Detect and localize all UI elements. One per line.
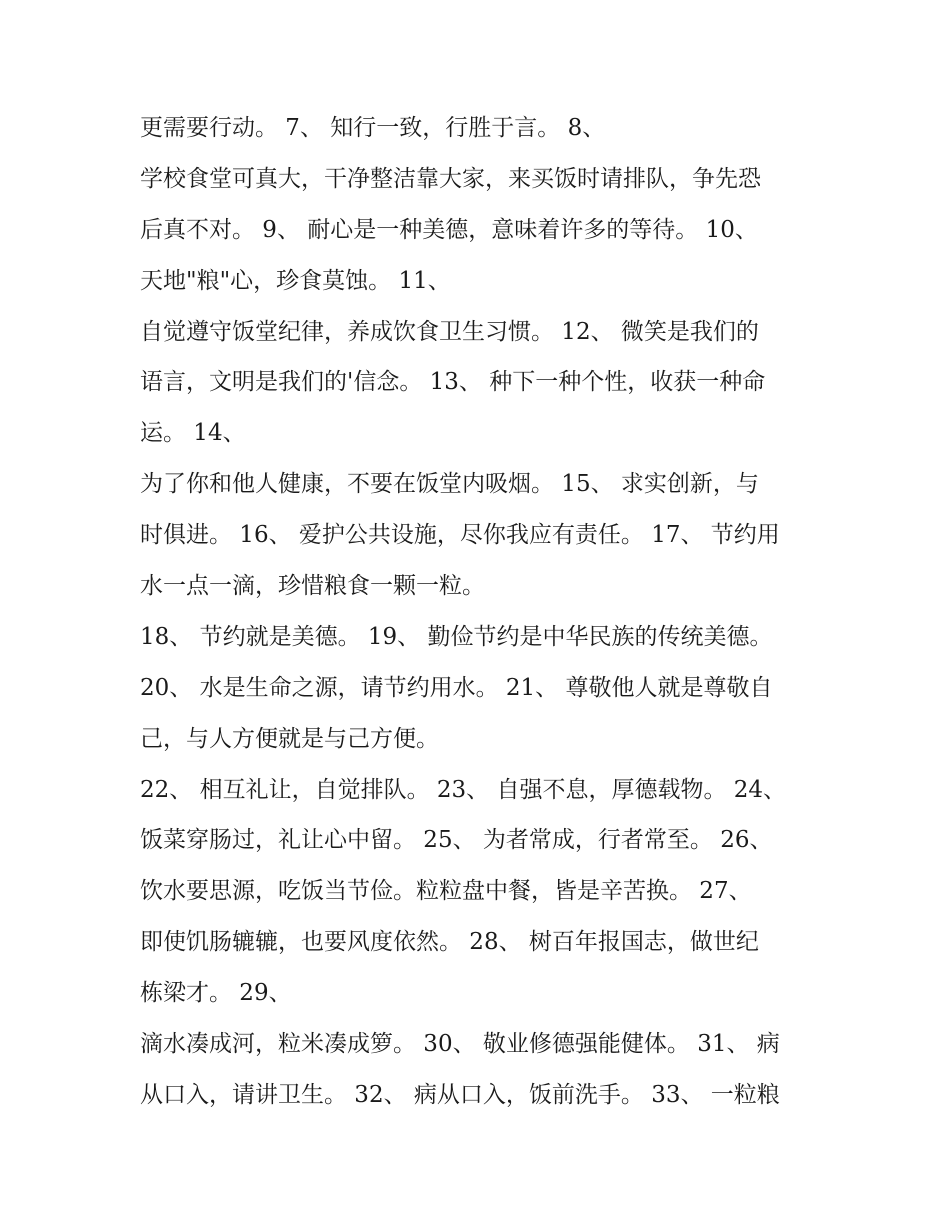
text-line: 后真不对。 9、 耐心是一种美德，意味着许多的等待。 10、 bbox=[140, 216, 758, 243]
text-line: 更需要行动。 7、 知行一致，行胜于言。 8、 bbox=[140, 115, 606, 141]
text-line: 为了你和他人健康，不要在饭堂内吸烟。 15、 求实创新，与 bbox=[140, 471, 759, 498]
text-line: 时俱进。 16、 爱护公共设施，尽你我应有责任。 17、 节约用 bbox=[140, 522, 780, 549]
text-line: 天地"粮"心，珍食莫蚀。 11、 bbox=[140, 267, 451, 294]
text-line: 18、 节约就是美德。 19、 勤俭节约是中华民族的传统美德。 bbox=[140, 623, 773, 650]
text-line: 语言，文明是我们的'信念。 13、 种下一种个性，收获一种命 bbox=[140, 369, 766, 396]
text-line: 自觉遵守饭堂纪律，养成饮食卫生习惯。 12、 微笑是我们的 bbox=[140, 318, 759, 345]
text-line: 滴水凑成河，粒米凑成箩。 30、 敬业修德强能健体。 31、 病 bbox=[140, 1031, 780, 1058]
text-line: 从口入，请讲卫生。 32、 病从口入，饭前洗手。 33、 一粒粮 bbox=[140, 1081, 780, 1108]
text-line: 即使饥肠辘辘，也要风度依然。 28、 树百年报国志，做世纪 bbox=[140, 929, 759, 956]
text-line: 己，与人方便就是与己方便。 bbox=[140, 725, 439, 752]
text-line: 栋梁才。 29、 bbox=[140, 980, 292, 1007]
text-line: 饮水要思源，吃饭当节俭。粒粒盘中餐，皆是辛苦换。 27、 bbox=[140, 878, 752, 905]
text-line: 运。 14、 bbox=[140, 420, 246, 447]
text-line: 饭菜穿肠过，礼让心中留。 25、 为者常成，行者常至。 26、 bbox=[140, 827, 773, 854]
slogan-text-body bbox=[140, 103, 830, 1121]
text-line: 22、 相互礼让，自觉排队。 23、 自强不息，厚德载物。 24、 bbox=[140, 776, 787, 803]
text-line: 水一点一滴，珍惜粮食一颗一粒。 bbox=[140, 573, 485, 600]
text-line: 20、 水是生命之源，请节约用水。 21、 尊敬他人就是尊敬自 bbox=[140, 674, 773, 701]
text-line: 学校食堂可真大，干净整洁靠大家，来买饭时请排队，争先恐 bbox=[140, 165, 761, 192]
